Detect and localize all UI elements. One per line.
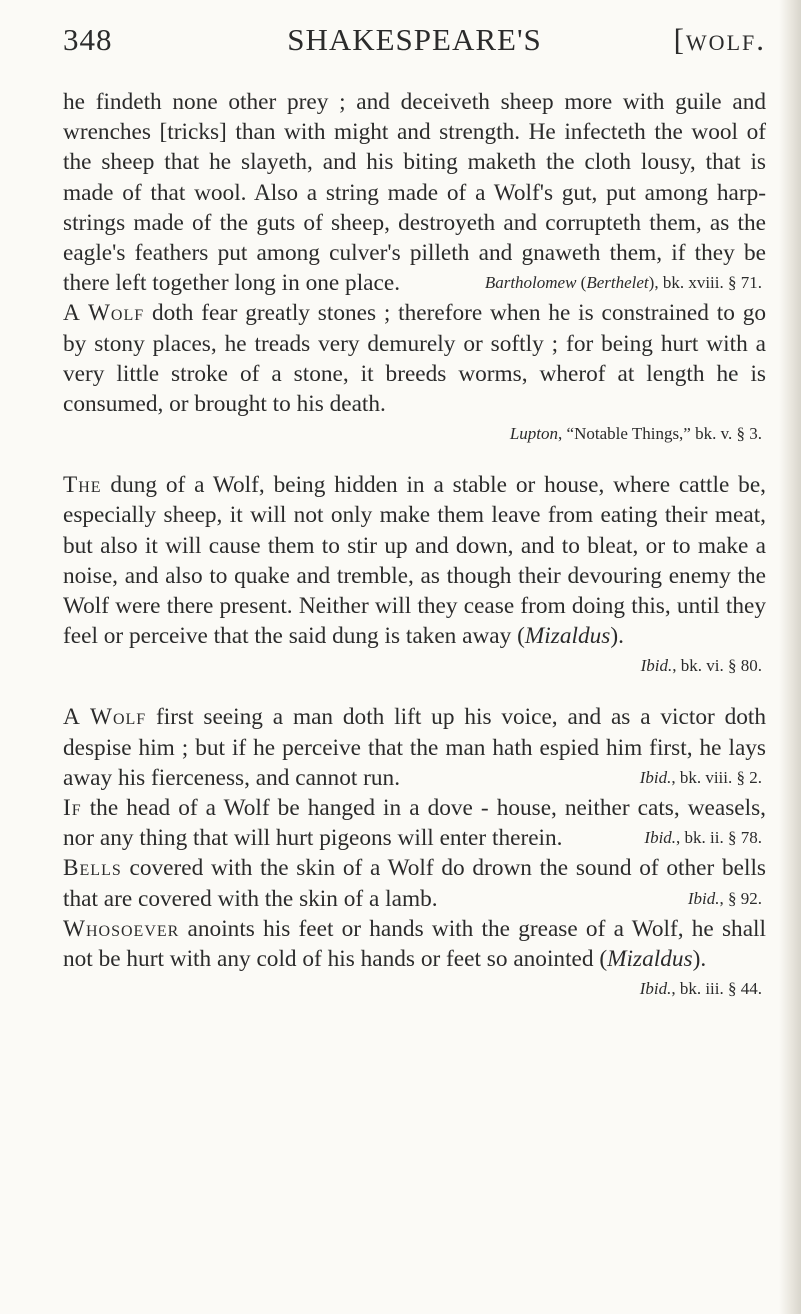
paragraph-lead: Whosoever — [63, 915, 180, 942]
citation: Ibid., bk. viii. § 2. — [639, 767, 762, 787]
paragraph-5 — [63, 793, 766, 853]
paragraph-2 — [63, 298, 766, 449]
running-header — [63, 22, 766, 62]
citation: Ibid., bk. ii. § 78. — [644, 828, 762, 848]
paragraph-text: anoints his feet or hands with the grease of a Wolf, he shall not be hurt with any cold of his hands or feet so anointed ( — [63, 915, 766, 973]
paragraph-6 — [63, 853, 766, 913]
citation: Lupton, “Notable Things,” bk. v. § 3. — [509, 424, 762, 444]
paragraph-text: he findeth none other prey ; and deceiveth sheep more with guile and wrenches [tricks] than with might and strength. He infecteth the wool of the sheep that he slayeth, and his biting maketh the cloth lousy, that is made of that wool. Also a string made of a Wolf's gut, put among harp-strings made of the guts of sheep, destroyeth and corrupteth them, as the eagle's feathers put among culver's pilleth and gnaweth them, if they be there left together long in one place. — [63, 89, 766, 297]
citation: Bartholomew (Berthelet), bk. xviii. § 71. — [484, 273, 762, 293]
paragraph-lead: Bells — [63, 855, 122, 882]
paragraph-text: doth fear greatly stones ; therefore when he is constrained to go by stony places, he treads very demurely or softly ; for being hurt with a very little stroke of a stone, it breeds worms, wherof at length he is consumed, or brought to his death. — [63, 300, 766, 418]
paragraph-lead: The — [63, 472, 102, 499]
paragraph-3: The dung of a Wolf, being hidden in a stable or house, where cattle be, especially sheep, it will not only make them leave from eating their meat, but also it will cause them to stir up and down, and to bleat, or to make a noise, and also to quake and tremble, as though their devouring enemy the Wolf were there present. Neither will they cease from doing this, until they feel or perceive that the said dung is taken away (Mizaldus). Ibid., bk. vi. § 80. — [63, 470, 766, 681]
page-body — [63, 87, 766, 1004]
citation: Ibid., bk. iii. § 44. — [639, 979, 762, 999]
page-number: 348 — [63, 22, 113, 57]
paragraph-text: covered with the skin of a Wolf do drown the sound of other bells that are covered with the skin of a lamb. — [63, 855, 766, 912]
paragraph-lead: A Wolf — [63, 704, 147, 731]
paragraph-lead: If — [63, 795, 82, 822]
paragraph-text: dung of a Wolf, being hidden in a stable or house, where cattle be, especially sheep, it will not only make them leave from eating their meat, but also it will cause them to stir up and down, and to bleat, or to make a noise, and also to quake and tremble, as though their devouring enemy the Wolf were there present. Neither will they cease from doing this, until they feel or perceive that the said dung is taken away ( — [63, 472, 766, 650]
paragraph-text: first seeing a man doth lift up his voice, and as a victor doth despise him ; but if he perceive that the man hath espied him first, he lays away his fierceness, and cannot run. — [63, 704, 766, 791]
citation: Ibid., bk. vi. § 80. — [640, 656, 762, 676]
paragraph-1 — [63, 87, 766, 298]
running-title: SHAKESPEARE'S — [287, 22, 542, 57]
section-label: [wolf. — [673, 22, 766, 57]
paragraph-lead: A Wolf — [63, 300, 145, 327]
paragraph-7: Whosoever anoints his feet or hands with the grease of a Wolf, he shall not be hurt with any cold of his hands or feet so anointed (Mizaldus). Ibid., bk. iii. § 44. — [63, 914, 766, 974]
paragraph-4 — [63, 702, 766, 793]
page-edge-shadow — [779, 0, 801, 1314]
paragraph-text: the head of a Wolf be hanged in a dove - house, neither cats, weasels, nor any thing that will hurt pigeons will enter therein. — [63, 795, 766, 852]
citation: Ibid., § 92. — [687, 888, 762, 908]
